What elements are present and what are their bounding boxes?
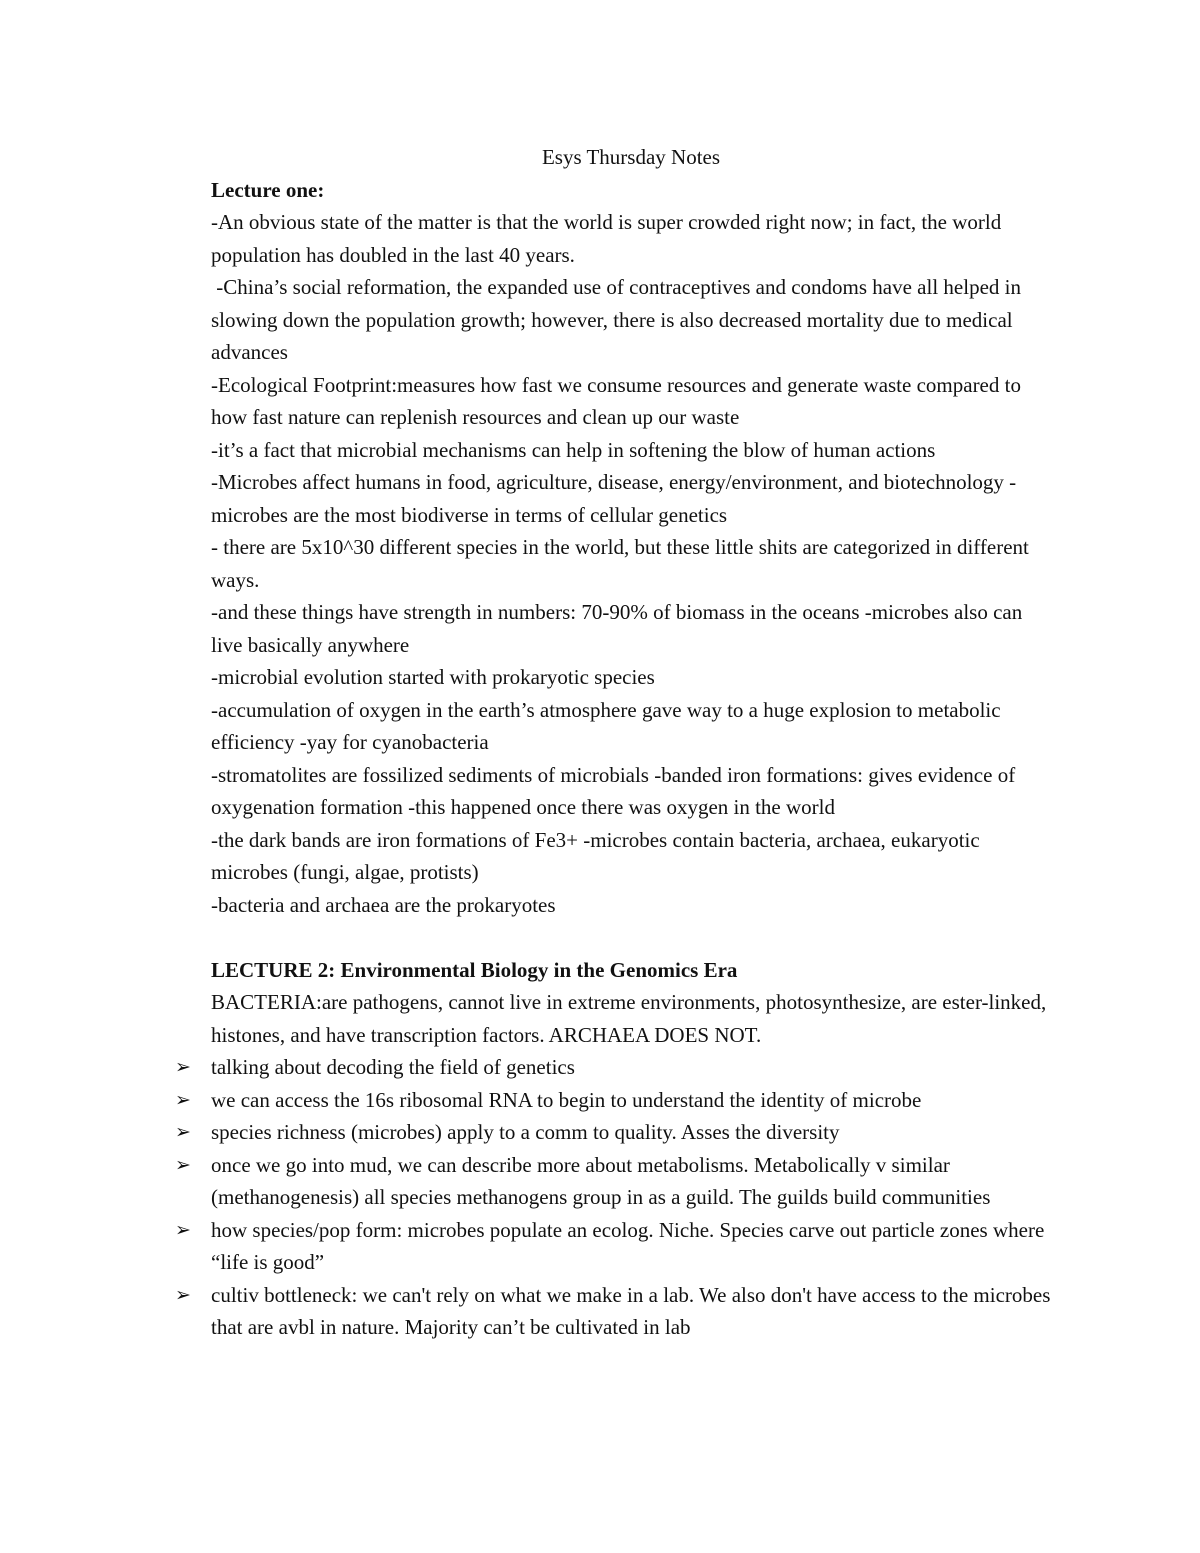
lecture-two-intro: BACTERIA:are pathogens, cannot live in extreme environments, photosynthesize, are ester-linked, histones, and have transcription factors. ARCHAEA DOES NOT. [211, 990, 1047, 1047]
bullet-item [175, 1084, 1051, 1117]
bullet-item [175, 1214, 1051, 1279]
arrowhead-bullet-icon: ➢ [175, 1283, 191, 1306]
lecture-one-paragraph: -and these things have strength in numbers: 70-90% of biomass in the oceans -microbes also can live basically anywhere [211, 600, 1023, 657]
lecture-one-paragraph: -stromatolites are fossilized sediments of microbials -banded iron formations: gives evidence of oxygenation formation -this happened once there was oxygen in the world [211, 762, 1016, 819]
lecture-one-paragraph: -accumulation of oxygen in the earth’s atmosphere gave way to a huge explosion to metabolic efficiency -yay for cyanobacteria [211, 697, 1001, 754]
lecture-one-paragraph: -microbial evolution started with prokaryotic species [211, 665, 655, 689]
lecture-one-paragraph: - there are 5x10^30 different species in the world, but these little shits are categorized in different ways. [211, 535, 1029, 592]
document-body [175, 141, 1051, 1344]
bullet-item [175, 1279, 1051, 1344]
lecture-two-bullet-list [175, 1051, 1051, 1344]
lecture-one-paragraph: -bacteria and archaea are the prokaryotes [211, 892, 556, 917]
bullet-item [175, 1149, 1051, 1214]
document-title: Esys Thursday Notes [541, 145, 721, 169]
lecture-two-heading: LECTURE 2: Environmental Biology in the Genomics Era [211, 957, 738, 982]
lecture-one-paragraph: -An obvious state of the matter is that the world is super crowded right now; in fact, the world population has doubled in the last 40 years. [211, 210, 1002, 267]
lecture-one-paragraph: -Ecological Footprint:measures how fast we consume resources and generate waste compared to how fast nature can replenish resources and clean up our waste [211, 372, 1021, 429]
bullet-text: species richness (microbes) apply to a comm to quality. Asses the diversity [211, 1120, 840, 1144]
lecture-one-paragraph: -the dark bands are iron formations of Fe3+ -microbes contain bacteria, archaea, eukaryotic microbes (fungi, algae, protists) [211, 827, 980, 884]
bullet-item [175, 1051, 1051, 1084]
bullet-text: how species/pop form: microbes populate an ecolog. Niche. Species carve out particle zones where “life is good” [211, 1217, 1045, 1274]
lecture-one-paragraph: -Microbes affect humans in food, agriculture, disease, energy/environment, and biotechnology -microbes are the most biodiverse in terms of cellular genetics [211, 470, 1017, 527]
arrowhead-bullet-icon: ➢ [175, 1218, 191, 1241]
lecture-one-paragraph: -it’s a fact that microbial mechanisms can help in softening the blow of human actions [211, 437, 936, 462]
lecture-one-paragraph: -China’s social reformation, the expanded use of contraceptives and condoms have all helped in slowing down the population growth; however, there is also decreased mortality due to medical advances [211, 275, 1027, 364]
bullet-item [175, 1116, 1051, 1149]
arrowhead-bullet-icon: ➢ [175, 1088, 191, 1111]
bullet-text: talking about decoding the field of genetics [211, 1055, 575, 1079]
lecture-one-heading: Lecture one: [211, 177, 325, 202]
arrowhead-bullet-icon: ➢ [175, 1153, 191, 1176]
bullet-text: once we go into mud, we can describe more about metabolisms. Metabolically v similar (methanogenesis) all species methanogens group in as a guild. The guilds build communities [211, 1152, 991, 1209]
bullet-text: cultiv bottleneck: we can't rely on what we make in a lab. We also don't have access to the microbes that are avbl in nature. Majority can’t be cultivated in lab [211, 1282, 1051, 1339]
bullet-text: we can access the 16s ribosomal RNA to begin to understand the identity of microbe [211, 1087, 922, 1112]
arrowhead-bullet-icon: ➢ [175, 1056, 191, 1078]
arrowhead-bullet-icon: ➢ [175, 1121, 191, 1143]
section-spacer [211, 921, 1051, 954]
